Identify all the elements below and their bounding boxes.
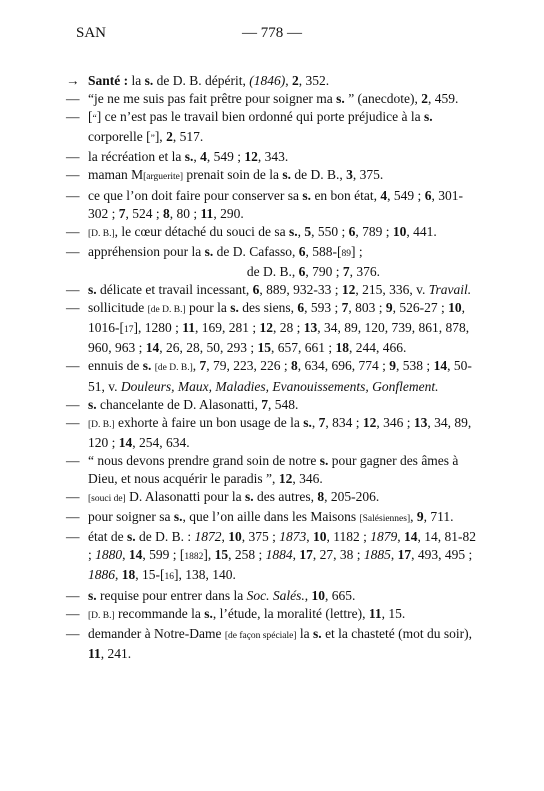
bold-ref: 6 [348,223,356,239]
entry-text: requise pour entrer dans la [96,587,247,603]
bold-ref: 7 [261,396,268,412]
entry-text: et la chasteté (mot du soir), [321,625,473,641]
bold-ref: 14 [128,547,143,563]
bold-ref: 7 [118,205,126,221]
entry-text: , 15-[ [135,567,165,583]
index-entry [66,187,476,223]
bold-ref: 12 [244,149,258,165]
bold-ref: 12 [341,282,356,298]
bold-ref: 6 [424,187,432,203]
entry-text: , [297,223,305,239]
small-caps-text: [D. B.] [88,419,115,430]
dash-marker: — [66,91,80,107]
index-entry [66,148,476,166]
entry-text: , [397,529,405,545]
entry-text: , 599 ; [ [142,547,185,563]
dash-marker: — [66,587,80,603]
bold-ref: 14 [433,358,448,374]
entry-text: chancelante de D. Alasonatti, [96,396,262,412]
index-entry [66,72,476,90]
entry-text: , 14, 81-82 ; [88,529,477,563]
entry-text: , 593 ; [304,300,342,316]
entry-text: , 34, 89, 120, 739, 861, 878, 960, 963 ; [88,320,470,356]
bold-ref: 6 [298,263,306,279]
bold-ref: s. [288,223,298,239]
entry-text: , 80 ; [169,205,201,221]
bold-ref: 9 [416,509,424,525]
small-caps-text: [D. B.] [88,228,115,239]
bold-ref: 14 [145,340,160,356]
index-entry [66,587,476,605]
entry-text: , 524 ; [125,205,164,221]
small-caps-text: [D. B.] [88,610,115,621]
italic-text: 1873 [279,529,307,545]
entry-text: pour soigner sa [88,509,174,525]
entry-text: corporelle [ [88,129,151,145]
entry-text: pour la [185,300,231,316]
entry-text: , 834 ; [325,414,363,430]
entry-text: de D. B. dépérit, [153,73,250,88]
dash-marker: — [66,396,80,412]
bold-ref: 10 [448,300,462,316]
dash-marker: — [66,223,80,239]
entry-text: ] ; [350,243,363,259]
entry-text: , [122,547,129,563]
dash-marker: — [66,509,80,525]
small-caps-text: [Salésiennes] [359,514,411,525]
entry-text: appréhension pour la [88,243,205,259]
entry-text: , 889, 932-33 ; [259,282,342,298]
bold-ref: 12 [259,320,274,336]
entry-text: de D. B. : [135,529,195,545]
entry-text: en bon état, [311,187,381,203]
entry-text: de D. B., [246,263,299,279]
index-entry [66,90,476,108]
dash-marker: — [66,489,80,505]
dash-marker: — [66,282,80,298]
italic-text: Soc. Salés. [246,587,305,603]
bold-ref: 12 [362,414,377,430]
entry-text: , [292,547,300,563]
entry-text: , 301-302 ; [88,187,463,221]
entry-text: état de [88,529,127,545]
bold-ref: 18 [335,340,350,356]
entry-text: de D. B., [291,167,347,183]
entry-text: , que l’on aille dans les Maisons [182,509,360,525]
italic-text: 1886 [88,567,115,583]
small-caps-text: [souci de] [88,494,126,505]
entry-text: , 375 ; [241,529,280,545]
small-caps-text: ” [150,134,155,145]
entry-text: “ nous devons prendre grand soin de notre [88,452,320,468]
entry-text: , 258 ; [228,547,266,563]
entry-text: , 549 ; [206,149,245,165]
bold-ref: 10 [228,529,242,545]
small-caps-text: [de façon spéciale] [224,630,297,641]
bold-ref: 7 [341,300,349,316]
bold-ref: 11 [182,320,196,336]
entry-text: , 665. [324,587,356,603]
entry-text: , 215, 336, v. [355,282,429,298]
bold-ref: 17 [299,547,313,563]
entry-text: ], [154,129,167,145]
small-caps-text: 89 [341,248,351,259]
index-entry [66,281,476,299]
dash-marker: — [66,452,80,468]
entry-text: , 79, 223, 226 ; [206,358,292,374]
entry-text: délicate et travail incessant, [96,282,253,298]
italic-text: 1885 [363,547,391,563]
entry-text: des siens, [238,300,298,316]
entry-text: , 549 ; [387,187,425,203]
page-number: — 778 — [242,25,302,41]
entry-text: , 241. [100,645,132,661]
bold-ref: 17 [397,547,412,563]
bold-ref: 7 [318,414,326,430]
entry-text: , le cœur détaché du souci de sa [114,223,289,239]
bold-ref: 2 [166,129,173,145]
entry-text: , 493, 495 ; [411,547,473,563]
bold-ref: 14 [118,434,133,450]
small-caps-text: 17 [124,325,134,336]
index-entry [66,528,476,586]
bold-ref: 15 [257,340,272,356]
entry-text: , 550 ; [311,223,349,239]
entry-text: , [285,73,292,88]
bold-ref: s. [204,243,214,259]
entry-text: , [221,529,229,545]
italic-text: 1872 [194,529,222,545]
dash-marker: — [66,605,80,621]
bold-ref: 4 [380,187,388,203]
bold-ref: 10 [311,587,325,603]
index-entry [66,605,476,625]
bold-ref: s. [88,587,97,603]
entry-text: prenait soin de la [183,167,283,183]
entry-text: , 343. [257,149,289,165]
entry-text: des autres, [253,489,318,505]
bold-ref: 3 [346,167,353,183]
entry-text: [ [88,109,93,125]
entry-text: maman M [88,167,144,183]
index-entry [66,452,476,488]
entry-text: , 711. [423,509,454,525]
bold-ref: 13 [413,414,428,430]
bold-ref: 6 [297,300,305,316]
entry-text: , 34, 89, 120 ; [88,414,472,450]
bold-ref: s. [302,187,312,203]
bold-ref: s. [313,625,322,641]
entry-text: pour gagner des âmes à Dieu, et nous acquérir le paradis ”, [88,452,459,486]
entry-text: , [410,509,417,525]
bold-ref: 6 [298,243,306,259]
page-header [0,25,544,45]
entry-text: , [192,358,200,374]
bold-ref: 4 [200,149,207,165]
bold-ref: s. [88,396,97,412]
index-entry [66,108,476,148]
entry-text: , 27, 38 ; [312,547,364,563]
entry-text: , 244, 466. [349,340,407,356]
entry-text: , 459. [428,91,459,107]
entry-text: D. Alasonatti pour la [125,489,245,505]
entry-text: , 634, 696, 774 ; [297,358,390,374]
bold-ref: 15 [214,547,229,563]
entry-text: , 346 ; [376,414,414,430]
entry-text: , [311,414,319,430]
index-entry [66,223,476,243]
entry-text: sollicitude [88,300,148,316]
bold-ref: s. [230,300,239,316]
entry-text: , [193,149,201,165]
bold-ref: Santé : [88,73,129,88]
bold-ref: 7 [199,358,207,374]
index-entry [66,414,476,452]
entry-text: , 290. [213,205,244,221]
bold-ref: 12 [278,470,293,486]
entry-text: , 538 ; [396,358,434,374]
index-entry [66,396,476,414]
bold-ref: 6 [252,282,260,298]
entry-text: demander à Notre-Dame [88,625,225,641]
entry-text: ce que l’on doit faire pour conserver sa [88,187,303,203]
entry-text: ], 138, 140. [174,567,236,583]
dash-marker: — [66,109,80,125]
entry-text: , 517. [172,129,204,145]
entry-text: la récréation et la [88,149,185,165]
bold-ref: 8 [317,489,325,505]
entry-text: ], [203,547,215,563]
entry-text: , 50-51, v. [88,358,472,394]
entry-text: , 375. [352,167,384,183]
small-caps-text: [arguerite] [143,172,184,183]
bold-ref: 8 [163,205,170,221]
dash-marker: — [66,358,80,374]
entry-text: , 657, 661 ; [271,340,336,356]
entry-text: , 26, 28, 50, 293 ; [159,340,258,356]
bold-ref: 8 [291,358,298,374]
entry-text: , 789 ; [355,223,393,239]
entry-text: , 28 ; [273,320,304,336]
small-caps-text: “ [92,114,97,125]
entry-text: , 548. [267,396,299,412]
small-caps-text: 16 [164,572,174,583]
entry-text: , 1016-[ [88,300,466,336]
italic-text: Travail. [428,282,472,298]
bold-ref: 14 [404,529,418,545]
entry-text: exhorte à faire un bon usage de la [114,414,304,430]
entry-text: , 205-206. [324,489,380,505]
entry-text: ennuis de [88,358,143,374]
entry-text: , 588-[ [305,243,342,259]
header-keyword: SAN [76,25,107,41]
index-entry [66,508,476,528]
bold-ref: 7 [342,263,350,279]
bold-ref: s. [144,73,154,88]
index-entry [66,243,476,281]
index-entry [66,299,476,357]
bold-ref: s. [423,109,433,125]
dash-marker: — [66,625,80,641]
index-entry [66,166,476,186]
dash-marker: — [66,529,80,545]
bold-ref: 11 [368,605,382,621]
small-caps-text: [de D. B.] [154,363,193,374]
bold-ref: s. [173,509,183,525]
dash-marker: — [66,167,80,183]
index-entry [66,357,476,395]
dash-marker: — [66,243,80,259]
bold-ref: s. [142,358,152,374]
entry-text: , [306,529,314,545]
entry-text: , 790 ; [305,263,343,279]
arrow-icon: → [66,73,80,88]
entry-text: , 526-27 ; [392,300,449,316]
bold-ref: 11 [88,645,101,661]
bold-ref: 11 [200,205,214,221]
entry-text: , 376. [349,263,380,279]
entry-text: de D. Cafasso, [213,243,299,259]
entry-text: la [296,625,314,641]
italic-text: 1884 [265,547,293,563]
bold-ref: 9 [385,300,393,316]
italic-text: 1879 [370,529,398,545]
bold-ref: 13 [303,320,318,336]
index-entry [66,625,476,663]
bold-ref: s. [88,282,97,298]
small-caps-text: [de D. B.] [147,305,186,316]
italic-text: (1846) [249,73,286,88]
bold-ref: s. [303,414,312,430]
dash-marker: — [66,187,80,203]
bold-ref: 9 [389,358,397,374]
entry-text: “je ne me suis pas fait prêtre pour soigner ma [88,91,337,107]
bold-ref: 10 [392,223,407,239]
entry-text: , 1182 ; [326,529,371,545]
entry-text: , [115,567,122,583]
entry-text: , l’étude, la moralité (lettre), [212,605,369,621]
entry-text: , [304,587,312,603]
bold-ref: s. [184,149,194,165]
bold-ref: 10 [313,529,327,545]
entry-text: la [128,73,145,88]
bold-ref: s. [204,605,213,621]
entry-text: , 346. [292,470,323,486]
italic-text: 1880 [95,547,123,563]
entry-text: , 15. [381,605,406,621]
bold-ref: s. [126,529,136,545]
bold-ref: s. [319,452,329,468]
dash-marker: — [66,414,80,430]
bold-ref: s. [282,167,292,183]
small-caps-text: 1882 [184,552,204,563]
entry-text: , 169, 281 ; [195,320,260,336]
bold-ref: s. [336,91,345,107]
entry-text: , 441. [406,223,437,239]
entry-text: , 254, 634. [132,434,190,450]
entry-text: , [390,547,398,563]
bold-ref: s. [244,489,254,505]
entry-continuation [88,263,476,281]
dash-marker: — [66,300,80,316]
entry-text: , 352. [298,73,330,88]
bold-ref: 2 [421,91,429,107]
entry-text: ] ce n’est pas le travail bien ordonné qui porte préjudice à la [96,109,424,125]
italic-text: Douleurs, Maux, Maladies, Evanouissements, Gonflement. [120,378,439,394]
bold-ref: 18 [121,567,136,583]
dash-marker: — [66,149,80,165]
bold-ref: 5 [304,223,312,239]
index-entry [66,488,476,508]
entry-text: recommande la [114,605,205,621]
index-entries [66,72,476,663]
entry-text: ], 1280 ; [133,320,183,336]
entry-text: ” (anecdote), [344,91,422,107]
entry-text: , 803 ; [348,300,386,316]
bold-ref: 2 [292,73,299,88]
